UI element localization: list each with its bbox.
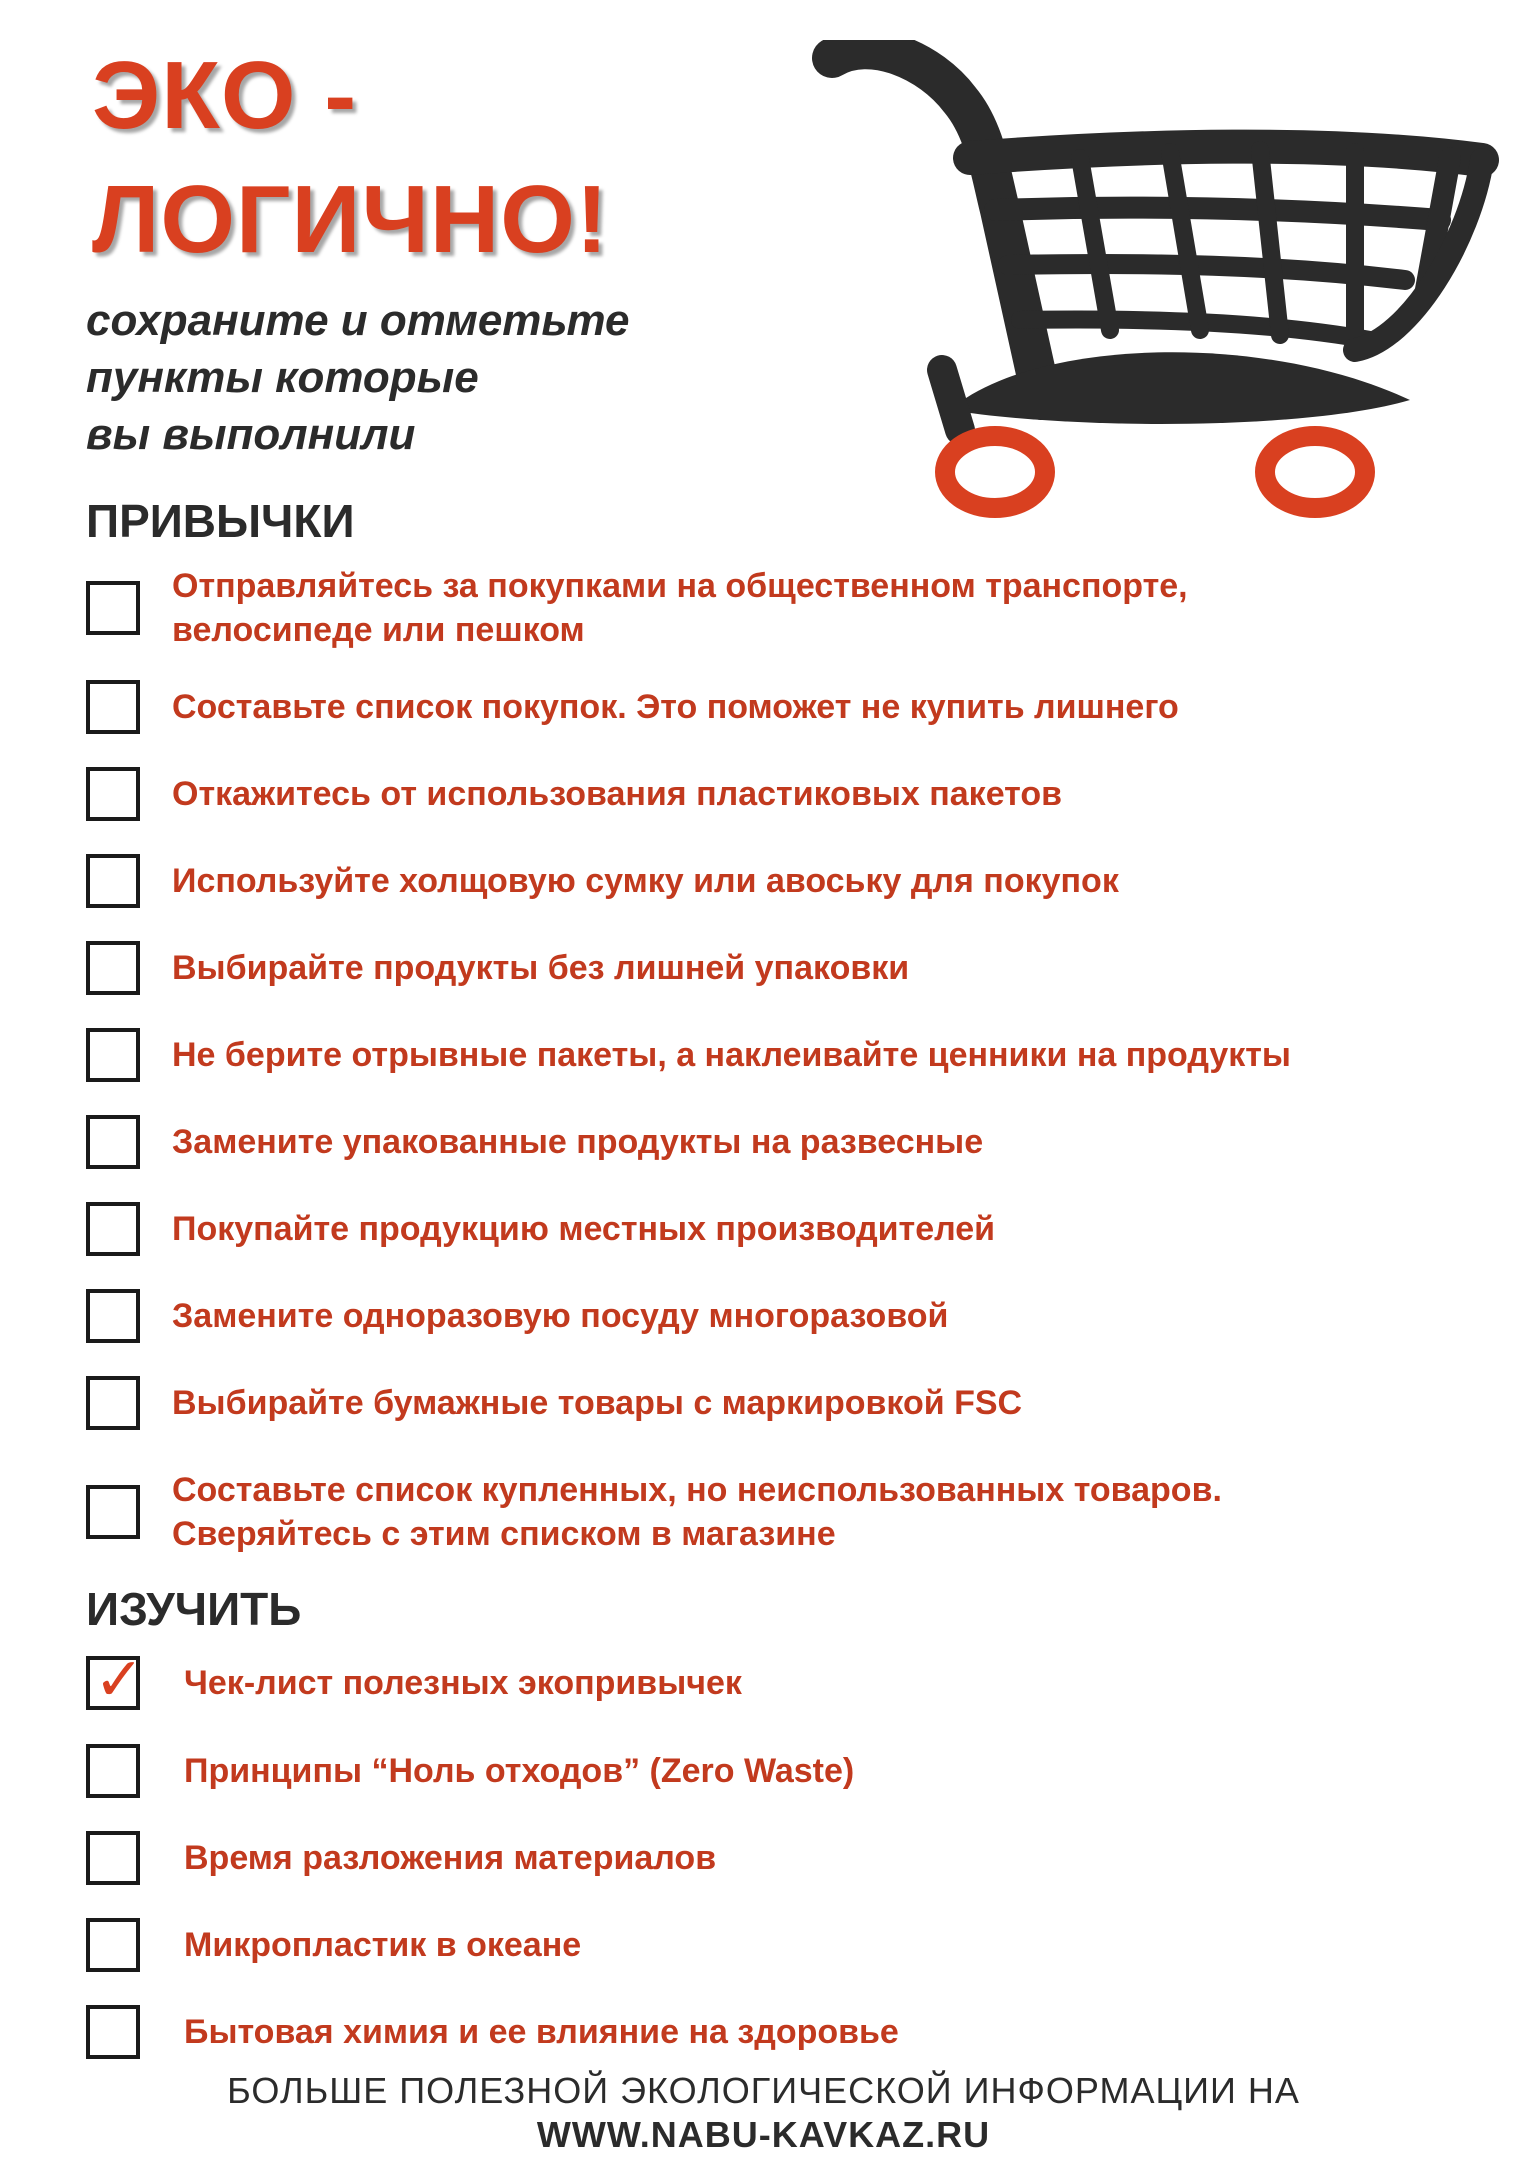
item-text: Не берите отрывные пакеты, а наклеивайте ценники на продукты: [172, 1036, 1291, 1074]
item-text: Используйте холщовую сумку или авоську для покупок: [172, 862, 1119, 900]
checklist-item: [86, 1913, 1496, 1977]
checkbox[interactable]: [86, 1028, 140, 1082]
subtitle-line-3: вы выполнили: [86, 410, 416, 459]
checklist-item: [86, 675, 1496, 739]
item-text: Принципы “Ноль отходов” (Zero Waste): [184, 1752, 855, 1790]
checkbox[interactable]: [86, 1744, 140, 1798]
section-heading-habits: ПРИВЫЧКИ: [86, 495, 355, 547]
item-text: [172, 1468, 1222, 1556]
checklist-item: [86, 1646, 1496, 1715]
item-text: Микропластик в океане: [184, 1926, 582, 1964]
item-text-line: Сверяйтесь с этим списком в магазине: [172, 1515, 836, 1553]
title-line-1: ЭКО -: [92, 42, 358, 149]
checklist-item: [86, 1284, 1496, 1348]
item-text: Замените упакованные продукты на развесные: [172, 1123, 984, 1161]
item-text: Чек-лист полезных экопривычек: [184, 1664, 742, 1702]
checklist-item: [86, 936, 1496, 1000]
checklist-item: [86, 1371, 1496, 1435]
checklist-item: [86, 1110, 1496, 1174]
checklist-item: [86, 2000, 1496, 2064]
checkbox[interactable]: [86, 1831, 140, 1885]
checklist-item: [86, 1023, 1496, 1087]
checklist-item: [86, 1739, 1496, 1803]
shopping-cart-icon: [810, 40, 1500, 520]
checklist-item: [86, 1826, 1496, 1890]
checkbox[interactable]: [86, 941, 140, 995]
checkbox[interactable]: [86, 1485, 140, 1539]
item-text: Покупайте продукцию местных производителей: [172, 1210, 996, 1248]
checkbox[interactable]: [86, 1289, 140, 1343]
checklist-item: [86, 564, 1496, 652]
footer-text: БОЛЬШЕ ПОЛЕЗНОЙ ЭКОЛОГИЧЕСКОЙ ИНФОРМАЦИИ НА: [227, 2070, 1300, 2111]
checkbox[interactable]: [86, 1202, 140, 1256]
subtitle-line-2: пункты которые: [86, 353, 479, 402]
subtitle: [86, 292, 786, 463]
subtitle-line-1: сохраните и отметьте: [86, 296, 630, 345]
item-text: Время разложения материалов: [184, 1839, 717, 1877]
checklist-item: [86, 762, 1496, 826]
item-text-line: Составьте список купленных, но неиспользованных товаров.: [172, 1471, 1222, 1509]
checklist-item: [86, 849, 1496, 913]
section-heading-learn: ИЗУЧИТЬ: [86, 1583, 302, 1635]
checkbox[interactable]: [86, 1918, 140, 1972]
checkbox[interactable]: [86, 1115, 140, 1169]
title-line-2: ЛОГИЧНО!: [92, 166, 609, 273]
checkbox[interactable]: [86, 1646, 145, 1713]
checklist-item: [86, 1197, 1496, 1261]
checkbox[interactable]: [86, 581, 140, 635]
footer-link[interactable]: WWW.NABU-KAVKAZ.RU: [536, 2114, 991, 2155]
item-text: Замените одноразовую посуду многоразовой: [172, 1297, 949, 1335]
item-text: Выбирайте бумажные товары с маркировкой FSC: [172, 1384, 1023, 1422]
item-text: Бытовая химия и ее влияние на здоровье: [184, 2013, 899, 2051]
checkbox[interactable]: [86, 680, 140, 734]
checkbox[interactable]: [86, 854, 140, 908]
checklist-item: [86, 1468, 1496, 1556]
checkbox[interactable]: [86, 767, 140, 821]
checkbox[interactable]: [86, 2005, 140, 2059]
item-text: Откажитесь от использования пластиковых пакетов: [172, 775, 1063, 813]
checkbox[interactable]: [86, 1376, 140, 1430]
item-text-line: велосипеде или пешком: [172, 611, 585, 649]
item-text: Составьте список покупок. Это поможет не купить лишнего: [172, 688, 1179, 726]
item-text: Выбирайте продукты без лишней упаковки: [172, 949, 910, 987]
checkmark-icon: ✓: [94, 1646, 145, 1713]
item-text: [172, 564, 1188, 652]
item-text-line: Отправляйтесь за покупками на общественном транспорте,: [172, 567, 1188, 605]
